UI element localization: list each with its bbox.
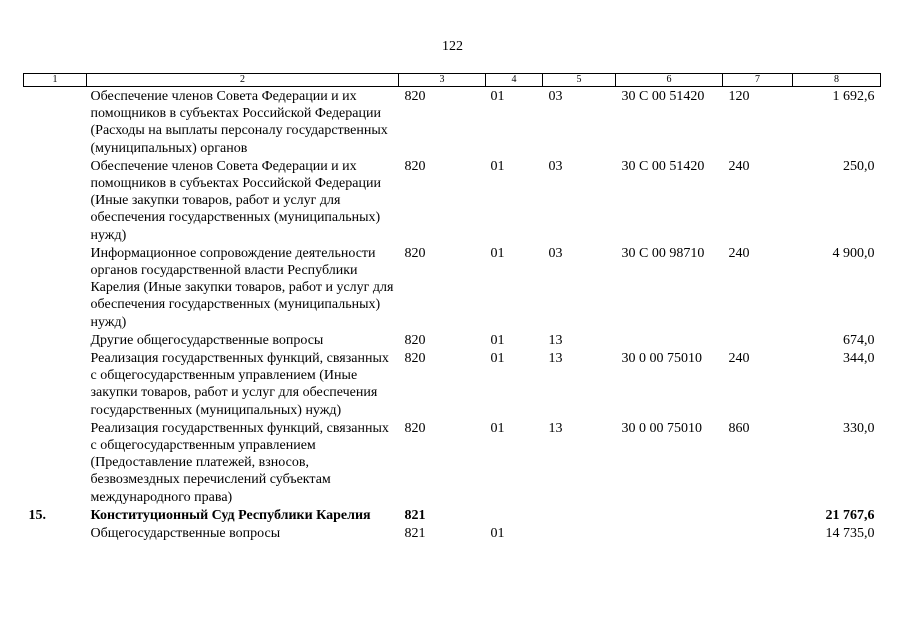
row-expense-type: 240 — [728, 245, 750, 261]
row-subsection-code: 03 — [548, 245, 563, 261]
row-number — [24, 87, 87, 157]
row-description: Обеспечение членов Совета Федерации и их помощников в субъектах Российской Федерации (Иные закупки товаров, работ и услуг для обеспечения государственных (муниципальных) нужд) — [90, 158, 381, 243]
table-row — [24, 524, 881, 542]
row-number — [24, 419, 87, 506]
row-description: Конституционный Суд Республики Карелия — [90, 507, 371, 523]
row-amount: 250,0 — [843, 158, 875, 174]
table-row — [24, 87, 881, 157]
budget-table — [23, 73, 881, 542]
row-expense-type — [723, 331, 793, 349]
row-section-code: 01 — [490, 158, 505, 174]
row-subsection-code — [543, 524, 616, 542]
row-ministry-code: 821 — [404, 507, 426, 523]
row-section-code: 01 — [490, 351, 505, 367]
row-number — [24, 524, 87, 542]
row-section-code: 01 — [490, 245, 505, 261]
row-target-article — [616, 524, 723, 542]
row-expense-type: 240 — [728, 351, 750, 367]
column-header: 7 — [723, 74, 793, 87]
row-amount: 344,0 — [843, 351, 875, 367]
row-description: Общегосударственные вопросы — [90, 526, 281, 542]
table-row — [24, 349, 881, 419]
row-amount: 674,0 — [843, 332, 875, 348]
table-row — [24, 419, 881, 506]
row-expense-type: 860 — [728, 420, 750, 436]
row-ministry-code: 820 — [404, 332, 426, 348]
row-target-article: 30 0 00 75010 — [621, 420, 702, 436]
column-header: 8 — [793, 74, 881, 87]
row-amount: 14 735,0 — [825, 526, 875, 542]
table-row — [24, 157, 881, 244]
row-target-article — [616, 506, 723, 524]
row-ministry-code: 820 — [404, 158, 426, 174]
row-target-article: 30 С 00 98710 — [621, 245, 705, 261]
row-ministry-code: 821 — [404, 526, 426, 542]
row-ministry-code: 820 — [404, 245, 426, 261]
row-section-code: 01 — [490, 420, 505, 436]
row-expense-type: 240 — [728, 158, 750, 174]
column-header: 4 — [486, 74, 543, 87]
row-subsection-code: 13 — [548, 332, 563, 348]
row-description: Реализация государственных функций, связанных с общегосударственным управлением (Иные закупки товаров, работ и услуг для обеспечения государственных (муниципальных) нужд) — [90, 351, 389, 418]
row-description: Реализация государственных функций, связанных с общегосударственным управлением (Предоставление платежей, взносов, безвозмездных перечислений субъектам международного права) — [90, 420, 389, 505]
row-number: 15. — [28, 507, 46, 523]
column-header: 6 — [616, 74, 723, 87]
row-target-article — [616, 331, 723, 349]
row-description: Другие общегосударственные вопросы — [90, 332, 324, 348]
row-subsection-code: 03 — [548, 158, 563, 174]
row-amount: 21 767,6 — [825, 507, 875, 523]
row-expense-type — [723, 506, 793, 524]
column-header: 5 — [543, 74, 616, 87]
table-header-row — [24, 74, 881, 87]
column-header: 2 — [87, 74, 399, 87]
row-amount: 330,0 — [843, 420, 875, 436]
row-section-code: 01 — [490, 526, 505, 542]
row-target-article: 30 0 00 75010 — [621, 351, 702, 367]
table-row — [24, 244, 881, 331]
row-amount: 1 692,6 — [832, 89, 875, 104]
table-row — [24, 506, 881, 524]
row-ministry-code: 820 — [404, 89, 426, 104]
row-expense-type — [723, 524, 793, 542]
row-section-code: 01 — [490, 332, 505, 348]
table-row — [24, 331, 881, 349]
row-expense-type: 120 — [728, 89, 750, 104]
row-subsection-code: 03 — [548, 89, 563, 104]
row-subsection-code: 13 — [548, 351, 563, 367]
row-ministry-code: 820 — [404, 420, 426, 436]
row-section-code — [486, 506, 543, 524]
row-subsection-code — [543, 506, 616, 524]
page-number: 122 — [442, 39, 463, 54]
row-number — [24, 349, 87, 419]
row-subsection-code: 13 — [548, 420, 563, 436]
row-target-article: 30 С 00 51420 — [621, 158, 705, 174]
row-number — [24, 331, 87, 349]
row-description: Информационное сопровождение деятельности органов государственной власти Республики Карелия (Иные закупки товаров, работ и услуг для обеспечения государственных (муниципальных) нужд) — [90, 245, 394, 330]
row-amount: 4 900,0 — [832, 245, 875, 261]
column-header: 3 — [399, 74, 486, 87]
row-description: Обеспечение членов Совета Федерации и их помощников в субъектах Российской Федерации (Расходы на выплаты персоналу государственных (муниципальных) органов — [90, 89, 388, 156]
row-number — [24, 244, 87, 331]
row-section-code: 01 — [490, 89, 505, 104]
row-ministry-code: 820 — [404, 351, 426, 367]
column-header: 1 — [24, 74, 87, 87]
row-number — [24, 157, 87, 244]
row-target-article: 30 С 00 51420 — [621, 89, 705, 104]
